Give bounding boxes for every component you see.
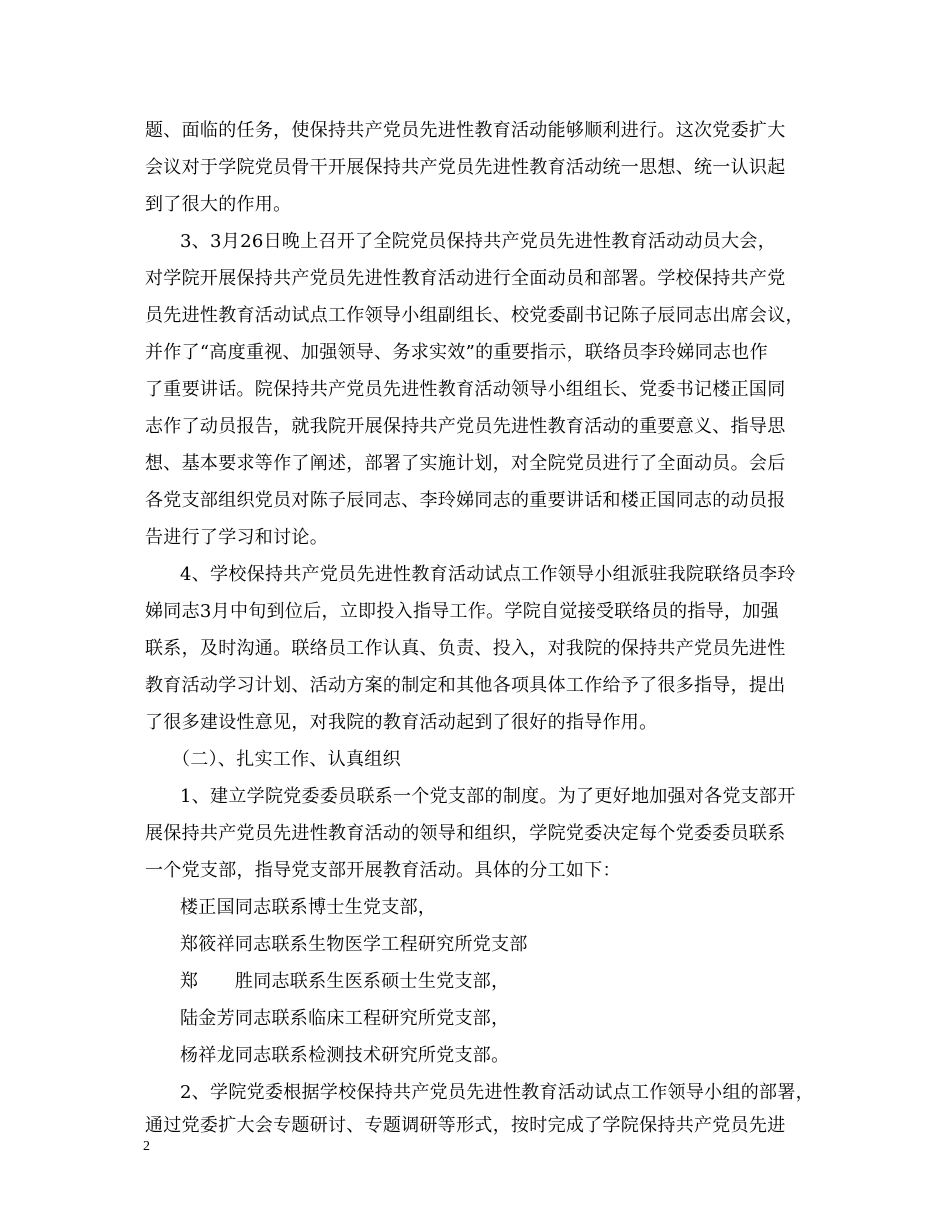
list-item: 郑 胜同志联系生医系硕士生党支部， [180,971,510,992]
text-line: 3、3月26日晚上召开了全院党员保持共产党员先进性教育活动动员大会， [180,231,777,252]
list-item: 郑筱祥同志联系生物医学工程研究所党支部 [180,934,528,955]
text-line: 对学院开展保持共产党员先进性教育活动进行全面动员和部署。学校保持共产党 [145,268,786,289]
text-line: 会议对于学院党员骨干开展保持共产党员先进性教育活动统一思想、统一认识起 [145,157,786,178]
text-line: 了重要讲话。院保持共产党员先进性教育活动领导小组组长、党委书记楼正国同 [145,379,786,400]
text-line: 志作了动员报告，就我院开展保持共产党员先进性教育活动的重要意义、指导思 [145,416,786,437]
text-line: 4、学校保持共产党员先进性教育活动试点工作领导小组派驻我院联络员李玲 [180,564,796,585]
text-line: 各党支部组织党员对陈子辰同志、李玲娣同志的重要讲话和楼正国同志的动员报 [145,490,786,511]
text-line: 1、建立学院党委委员联系一个党支部的制度。为了更好地加强对各党支部开 [180,786,796,807]
text-line: 题、面临的任务，使保持共产党员先进性教育活动能够顺利进行。这次党委扩大 [145,120,786,141]
text-line: 教育活动学习计划、活动方案的制定和其他各项具体工作给予了很多指导，提出 [145,675,786,696]
text-line: 2、学院党委根据学校保持共产党员先进性教育活动试点工作领导小组的部署， [180,1082,814,1103]
page-number: 2 [143,1139,150,1154]
list-item: 陆金芳同志联系临床工程研究所党支部， [180,1008,510,1029]
list-item: 杨祥龙同志联系检测技术研究所党支部。 [180,1045,510,1066]
text-line: 到了很大的作用。 [145,194,292,215]
text-line: 想、基本要求等作了阐述，部署了实施计划，对全院党员进行了全面动员。会后 [145,453,786,474]
text-line: 娣同志3月中旬到位后，立即投入指导工作。学院自觉接受联络员的指导，加强 [145,601,779,622]
text-line: 展保持共产党员先进性教育活动的领导和组织，学院党委决定每个党委委员联系 [145,823,786,844]
text-line: 了很多建设性意见，对我院的教育活动起到了很好的指导作用。 [145,712,658,733]
text-line: 通过党委扩大会专题研讨、专题调研等形式，按时完成了学院保持共产党员先进 [145,1115,786,1136]
section-heading: （二）、扎实工作、认真组织 [172,749,401,770]
text-line: 联系，及时沟通。联络员工作认真、负责、投入，对我院的保持共产党员先进性 [145,638,786,659]
text-line: 告进行了学习和讨论。 [145,527,328,548]
text-line: 一个党支部，指导党支部开展教育活动。具体的分工如下： [145,860,621,881]
list-item: 楼正国同志联系博士生党支部， [180,897,437,918]
text-line: 并作了“高度重视、加强领导、务求实效”的重要指示，联络员李玲娣同志也作 [145,342,768,363]
text-line: 员先进性教育活动试点工作领导小组副组长、校党委副书记陈子辰同志出席会议， [145,305,804,326]
